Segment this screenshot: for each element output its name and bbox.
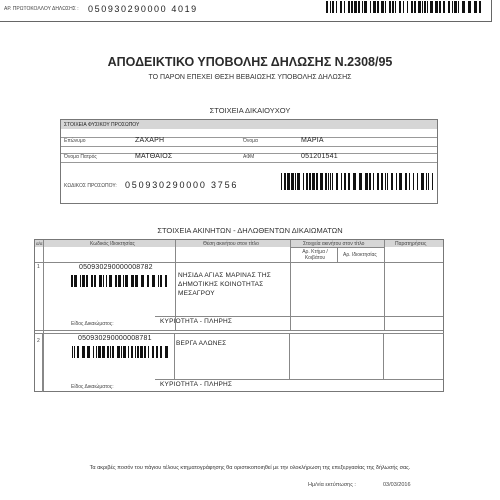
protocol-barcode bbox=[326, 1, 481, 13]
beneficiary-section-title: ΣΤΟΙΧΕΙΑ ΔΙΚΑΙΟΥΧΟΥ bbox=[209, 106, 291, 115]
row1-right-value: ΚΥΡΙΟΤΗΤΑ - ΠΛΗΡΗΣ bbox=[160, 318, 233, 325]
father-value: ΜΑΤΘΑΙΟΣ bbox=[135, 153, 173, 160]
footer-note: Τα ακριβές ποσόν του πάγιου τέλους κτηματογράφησης θα οριστικοποιηθεί με την ολοκλήρωση της επεξεργασίας της δήλωσής σας. bbox=[89, 465, 411, 471]
header-location: Θέση ακινήτου στον τίτλο bbox=[203, 241, 259, 247]
surname-value: ΖΑΧΑΡΗ bbox=[135, 137, 165, 144]
document-subtitle: ΤΟ ΠΑΡΟΝ ΕΠΕΧΕΙ ΘΕΣΗ ΒΕΒΑΙΩΣΗΣ ΥΠΟΒΟΛΗΣ ΔΗΛΩΣΗΣ bbox=[148, 74, 352, 81]
person-code-barcode bbox=[281, 173, 433, 190]
protocol-label: ΑΡ. ΠΡΩΤΟΚΟΛΛΟΥ ΔΗΛΩΣΗΣ : bbox=[4, 6, 79, 12]
print-date-value: 03/03/2016 bbox=[383, 482, 411, 488]
row2-aa: 2 bbox=[37, 338, 40, 344]
properties-section-title: ΣΤΟΙΧΕΙΑ ΑΚΙΝΗΤΩΝ - ΔΗΛΩΘΕΝΤΩΝ ΔΙΚΑΙΩΜΑΤΩΝ bbox=[157, 226, 343, 235]
row1-code: 050930290000008782 bbox=[79, 264, 153, 271]
father-label: Όνομα Πατρός bbox=[64, 154, 97, 160]
surname-label: Επώνυμο bbox=[64, 138, 86, 144]
name-label: Όνομα bbox=[243, 138, 258, 144]
protocol-box bbox=[0, 0, 492, 22]
row2-right-label: Είδος Δικαιώματος: bbox=[71, 384, 114, 390]
row2-right-value: ΚΥΡΙΟΤΗΤΑ - ΠΛΗΡΗΣ bbox=[160, 381, 233, 388]
protocol-number: 050930290000 4019 bbox=[88, 4, 198, 14]
header-code: Κωδικός Ιδιοκτησίας bbox=[90, 241, 135, 247]
name-value: ΜΑΡΙΑ bbox=[301, 137, 324, 144]
beneficiary-box-title: ΣΤΟΙΧΕΙΑ ΦΥΣΙΚΟΥ ΠΡΟΣΩΠΟΥ bbox=[64, 122, 140, 128]
row2-barcode bbox=[72, 346, 168, 358]
row1-right-label: Είδος Δικαιώματος: bbox=[71, 321, 114, 327]
person-code-label: ΚΩΔΙΚΟΣ ΠΡΟΣΩΠΟΥ: bbox=[64, 183, 117, 189]
row1-barcode bbox=[71, 275, 167, 287]
row2-location: ΒΕΡΓΑ ΑΛΩΝΕΣ bbox=[176, 340, 227, 347]
header-kthma: Αρ. Κτήμα / Κοιβάτου bbox=[302, 249, 328, 261]
print-date-label: Ημ/νία εκτύπωσης : bbox=[308, 482, 356, 488]
header-title-data: Στοιχεία ακινήτου στον τίτλο bbox=[303, 241, 365, 247]
afm-label: ΑΦΜ bbox=[243, 154, 255, 160]
header-remarks: Παρατηρήσεις bbox=[395, 241, 427, 247]
beneficiary-box bbox=[60, 119, 438, 204]
row1-location: ΝΗΣΙΔΑ ΑΓΙΑΣ ΜΑΡΙΝΑΣ ΤΗΣ ΔΗΜΟΤΙΚΗΣ ΚΟΙΝΟΤΗΤΑΣ ΜΕΣΑΓΡΟΥ bbox=[178, 272, 271, 297]
row2-code: 050930290000008781 bbox=[78, 335, 152, 342]
person-code-value: 050930290000 3756 bbox=[125, 180, 239, 190]
afm-value: 051201541 bbox=[301, 153, 338, 160]
header-aa: α/α bbox=[36, 241, 43, 246]
document-title: ΑΠΟΔΕΙΚΤΙΚΟ ΥΠΟΒΟΛΗΣ ΔΗΛΩΣΗΣ Ν.2308/95 bbox=[107, 55, 393, 69]
header-ownership-no: Αρ. Ιδιοκτησίας bbox=[343, 252, 377, 258]
row1-aa: 1 bbox=[37, 264, 40, 270]
